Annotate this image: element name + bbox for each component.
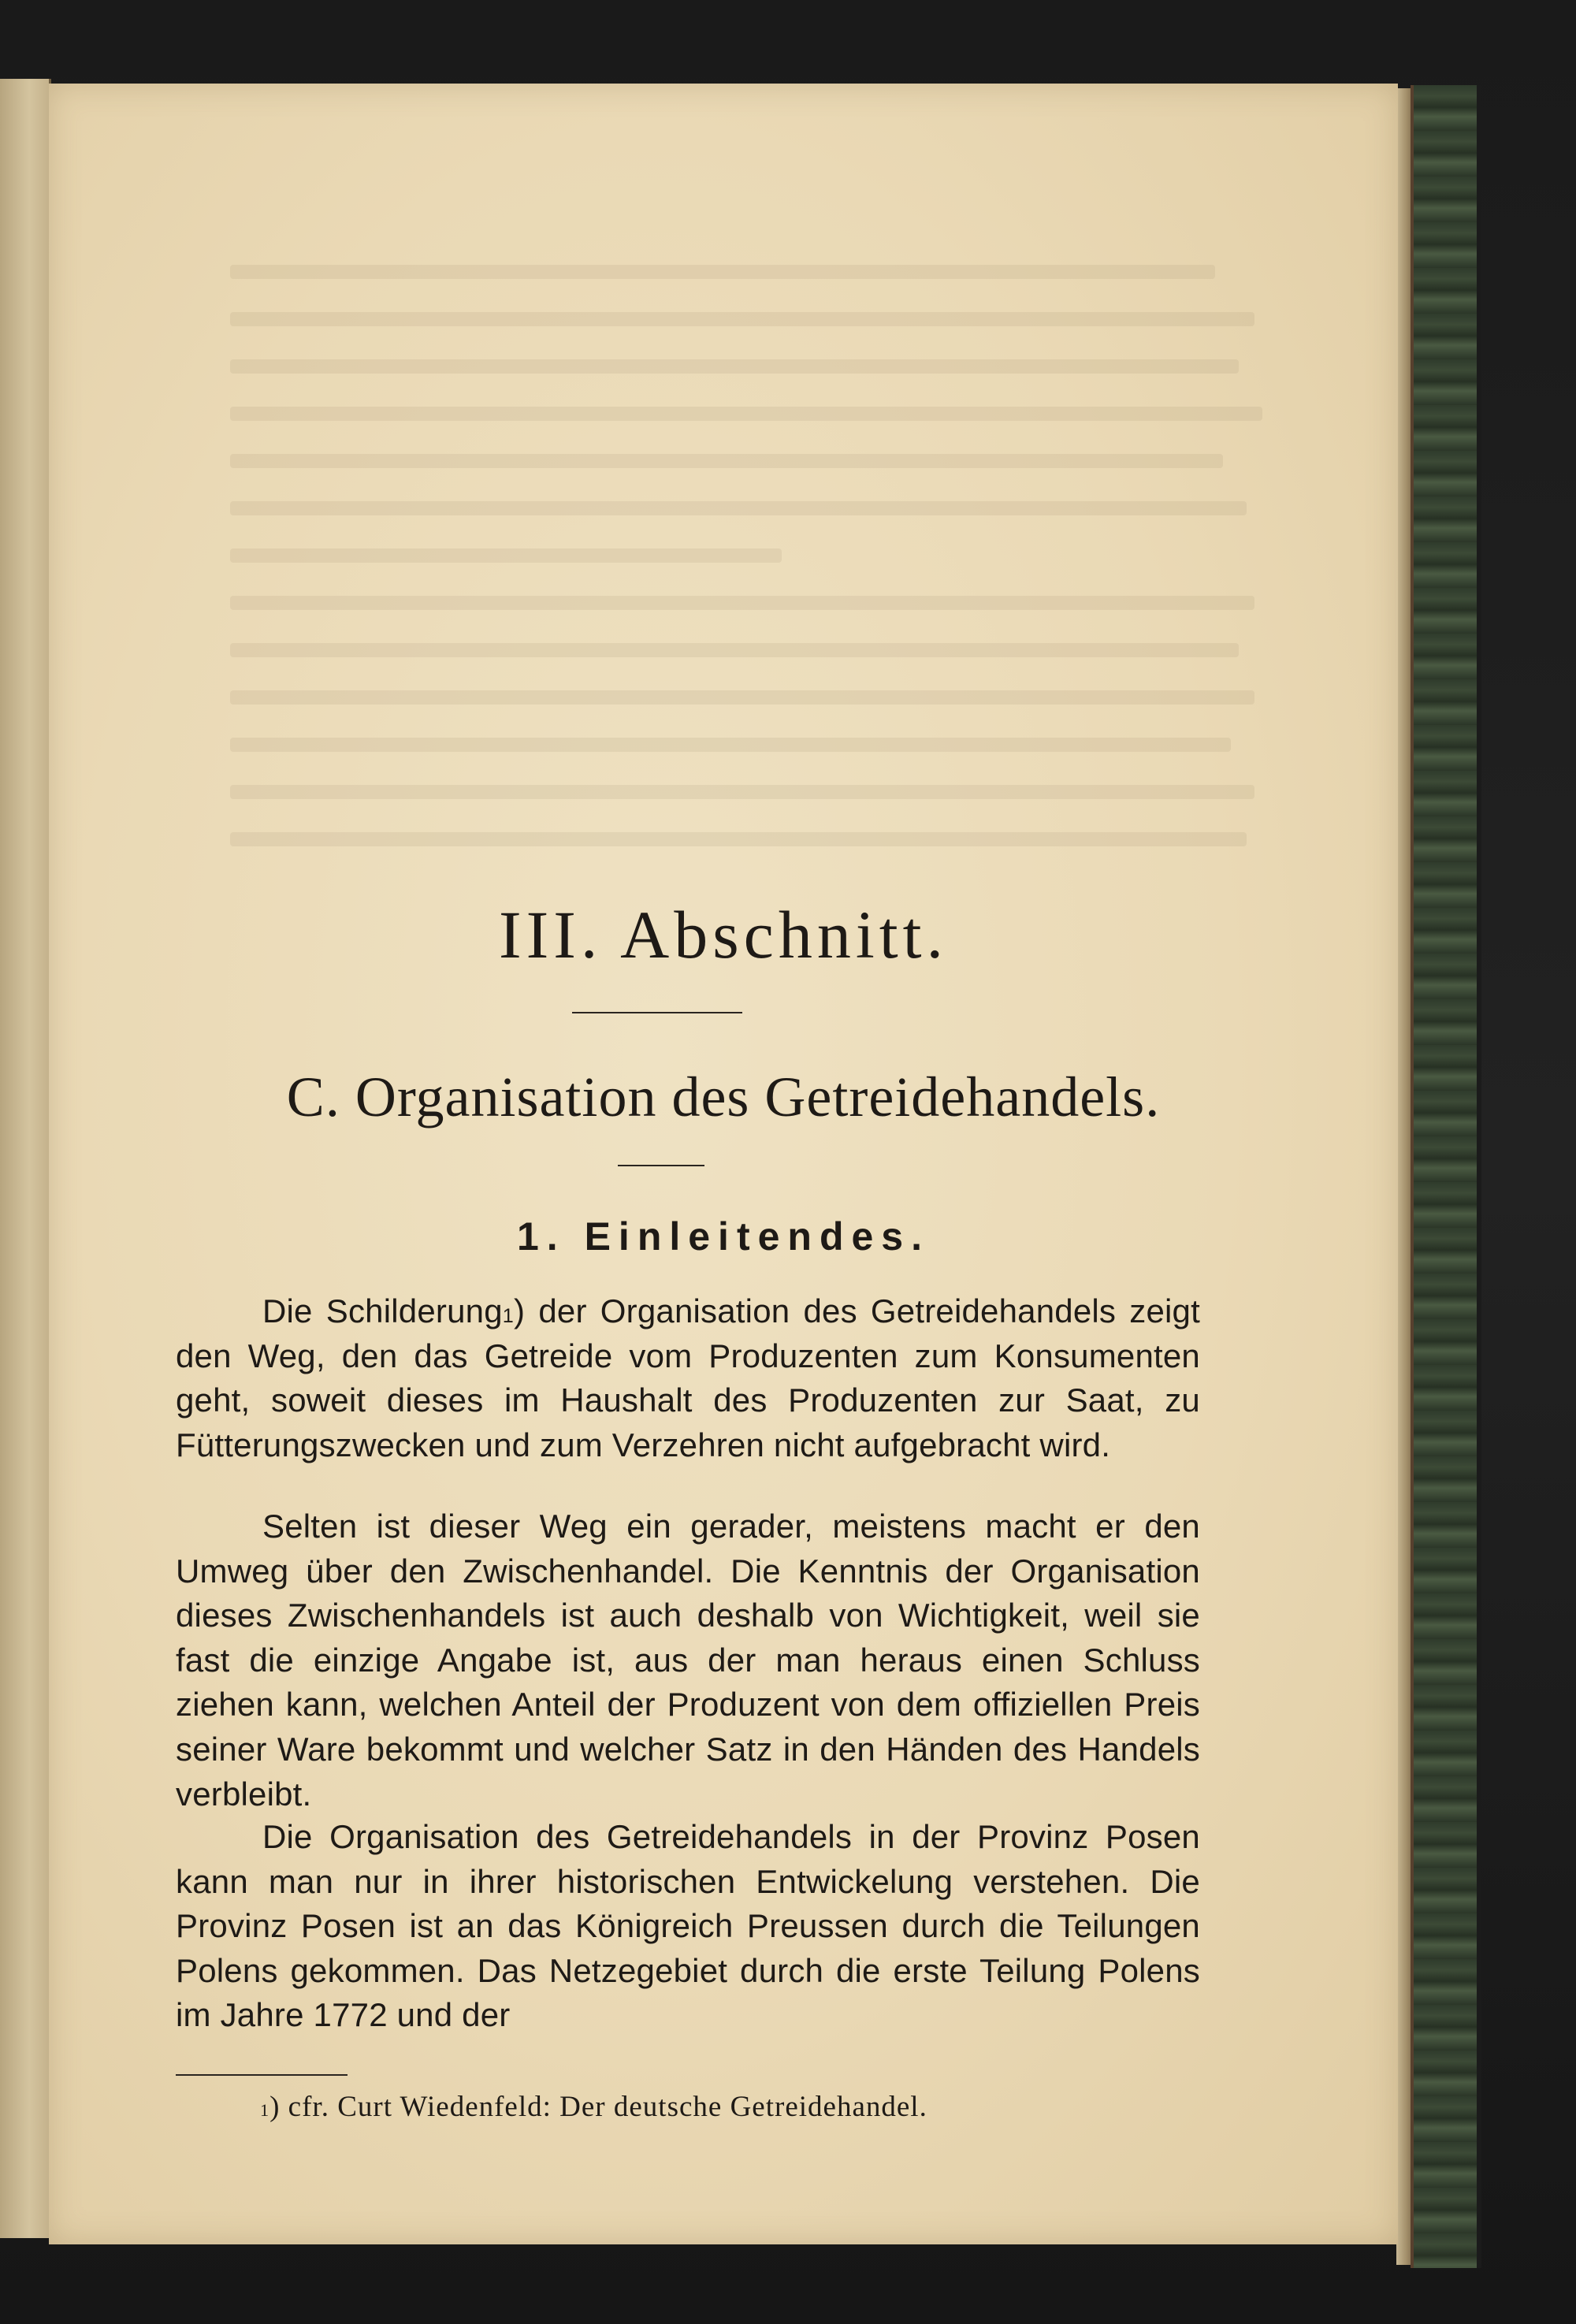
bleed-through	[230, 596, 1254, 610]
bleed-through	[230, 785, 1254, 799]
paragraph-text: Die Organisation des Getreidehandels in der Provinz Posen kann man nur in ihrer historischen Entwickelung verstehen. Die Provinz Posen ist an das Königreich Preussen durch die Teilungen Polens gekommen. Das Netzegebiet durch die erste Teilung Polens im Jahre 1772 und der	[176, 1818, 1200, 2034]
subsection-title: 1. Einleitendes.	[516, 1214, 930, 1259]
bleed-through	[230, 454, 1223, 468]
section-heading: III. Abschnitt.	[498, 897, 949, 972]
footnote-mark: 1	[260, 2100, 270, 2120]
left-page-edge	[0, 79, 51, 2238]
footnote-text: ) cfr. Curt Wiedenfeld: Der deutsche Getreidehandel.	[269, 2091, 927, 2123]
title-rule	[618, 1165, 704, 1166]
bleed-through	[230, 548, 782, 563]
book-binding	[1411, 85, 1481, 2268]
bleed-through	[230, 643, 1239, 657]
paragraph	[176, 1289, 1200, 1467]
footnote-reference: 1	[502, 1305, 514, 1327]
bleed-through	[230, 738, 1231, 752]
bleed-through	[230, 312, 1254, 326]
bleed-through	[230, 690, 1254, 705]
footnote	[260, 2090, 1206, 2124]
footnote-rule	[176, 2074, 348, 2076]
paragraph-text: ) der Organisation des Getreidehandels zeigt den Weg, den das Getreide vom Produzenten zum Konsumenten geht, soweit dieses im Haushalt des Produzenten zur Saat, zu Fütterungszwecken und zum Verzehren nicht aufgebracht wird.	[176, 1292, 1200, 1463]
paragraph	[176, 1815, 1200, 2038]
chapter-title: C. Organisation des Getreidehandels.	[286, 1065, 1161, 1129]
bleed-through	[230, 407, 1262, 421]
bleed-through	[230, 501, 1247, 515]
bleed-through	[230, 265, 1215, 279]
paragraph-text: Selten ist dieser Weg ein gerader, meistens macht er den Umweg über den Zwischenhandel. Die Kenntnis der Organisation dieses Zwischenhandels ist auch deshalb von Wichtigkeit, weil sie fast die einzige Angabe ist, aus der man heraus einen Schluss ziehen kann, welchen Anteil der Produzent von dem offiziellen Preis seiner Ware bekommt und welcher Satz in den Händen des Handels verbleibt.	[176, 1508, 1200, 1813]
paragraph	[176, 1504, 1200, 1816]
heading-rule	[572, 1012, 742, 1013]
bleed-through	[230, 832, 1247, 846]
paragraph-text: Die Schilderung	[262, 1292, 503, 1329]
book-page	[49, 84, 1398, 2244]
bleed-through	[230, 359, 1239, 374]
